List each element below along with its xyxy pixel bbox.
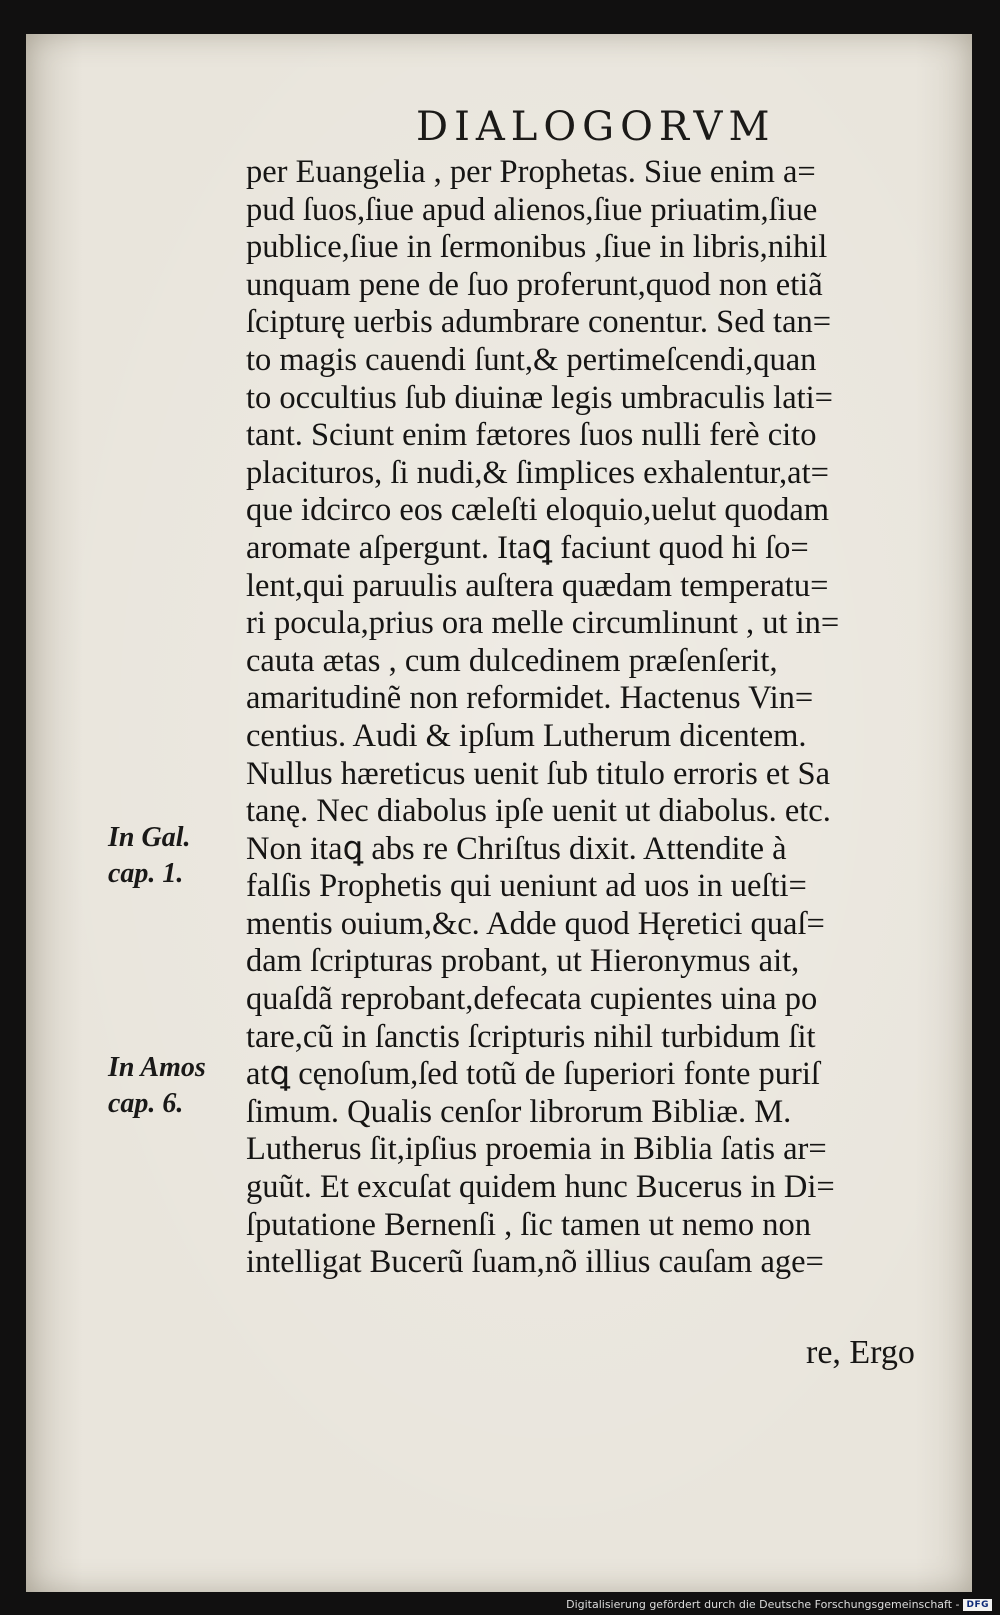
text-line: tanę. Nec diabolus ipſe uenit ut diabolus. etc.	[246, 793, 831, 830]
text-line: centius. Audi & ipſum Lutherum dicentem.	[246, 717, 807, 754]
margin-note-line: cap. 6.	[108, 1088, 184, 1119]
text-line: que idcirco eos cæleſti eloquio,uelut quodam	[246, 492, 830, 529]
body-text	[246, 154, 946, 1282]
text-line: placituros, ſi nudi,& ſimplices exhalentur,at=	[246, 454, 829, 491]
text-line: unquam pene de ſuo proferunt,quod non etiã	[246, 266, 823, 303]
text-line: ſcipturę uerbis adumbrare conentur. Sed tan=	[246, 304, 832, 341]
text-line: ri pocula,prius ora melle circumlinunt , ut in=	[246, 605, 840, 642]
text-line: ſputatione Bernenſi , ſic tamen ut nemo non	[246, 1206, 812, 1243]
digitization-credit	[566, 1598, 992, 1611]
text-line: Nullus hæreticus uenit ſub titulo erroris et Sa	[246, 755, 831, 792]
text-line: ſimum. Qualis cenſor librorum Bibliæ. M.	[246, 1093, 792, 1130]
text-line: Lutherus ſit,ipſius proemia in Biblia ſatis ar=	[246, 1131, 827, 1168]
credit-text: Digitalisierung gefördert durch die Deutsche Forschungsgemeinschaft -	[566, 1598, 960, 1611]
text-line: atꝗ cęnoſum,ſed totũ de ſuperiori fonte puriſ	[246, 1056, 820, 1093]
text-line: per Euangelia , per Prophetas. Siue enim a=	[246, 154, 816, 190]
text-line: to occultius ſub diuinæ legis umbraculis lati=	[246, 379, 834, 416]
book-page	[26, 34, 972, 1592]
text-line: quaſdã reprobant,defecata cupientes uina po	[246, 981, 818, 1018]
text-line: Non itaꝗ abs re Chriſtus dixit. Attendite à	[246, 830, 787, 867]
text-line: pud ſuos,ſiue apud alienos,ſiue priuatim,ſiue	[246, 191, 818, 228]
text-line: falſis Prophetis qui ueniunt ad uos in ueſti=	[246, 868, 807, 905]
margin-note-amos	[108, 1050, 206, 1122]
text-line: guũt. Et excuſat quidem hunc Bucerus in Di=	[246, 1169, 835, 1206]
dfg-logo: DFG	[963, 1599, 992, 1611]
text-line: cauta ætas , cum dulcedinem præſenſerit,	[246, 642, 778, 679]
text-line: amaritudinẽ non reformidet. Hactenus Vin=	[246, 680, 814, 717]
text-line: lent,qui paruulis auſtera quædam temperatu=	[246, 567, 829, 604]
text-line: tant. Sciunt enim fætores ſuos nulli ferè cito	[246, 417, 817, 454]
text-line: tare,cũ in ſanctis ſcripturis nihil turbidum ſit	[246, 1018, 816, 1055]
text-line: publice,ſiue in ſermonibus ,ſiue in libris,nihil	[246, 229, 828, 266]
margin-note-line: In Amos	[108, 1052, 206, 1083]
margin-note-line: In Gal.	[108, 822, 191, 853]
margin-note-line: cap. 1.	[108, 858, 184, 889]
text-line: dam ſcripturas probant, ut Hieronymus ait,	[246, 943, 800, 980]
text-line: to magis cauendi ſunt,& pertimeſcendi,quan	[246, 341, 817, 378]
margin-note-gal	[108, 820, 190, 892]
running-head: DIALOGORVM	[416, 104, 776, 150]
text-line: intelligat Bucerũ ſuam,nõ illius cauſam age=	[246, 1244, 824, 1281]
catchword: re, Ergo	[806, 1334, 915, 1371]
text-line: aromate aſpergunt. Itaꝗ faciunt quod hi ſo=	[246, 529, 809, 566]
text-line: mentis ouium,&c. Adde quod Hęretici quaſ=	[246, 905, 825, 942]
